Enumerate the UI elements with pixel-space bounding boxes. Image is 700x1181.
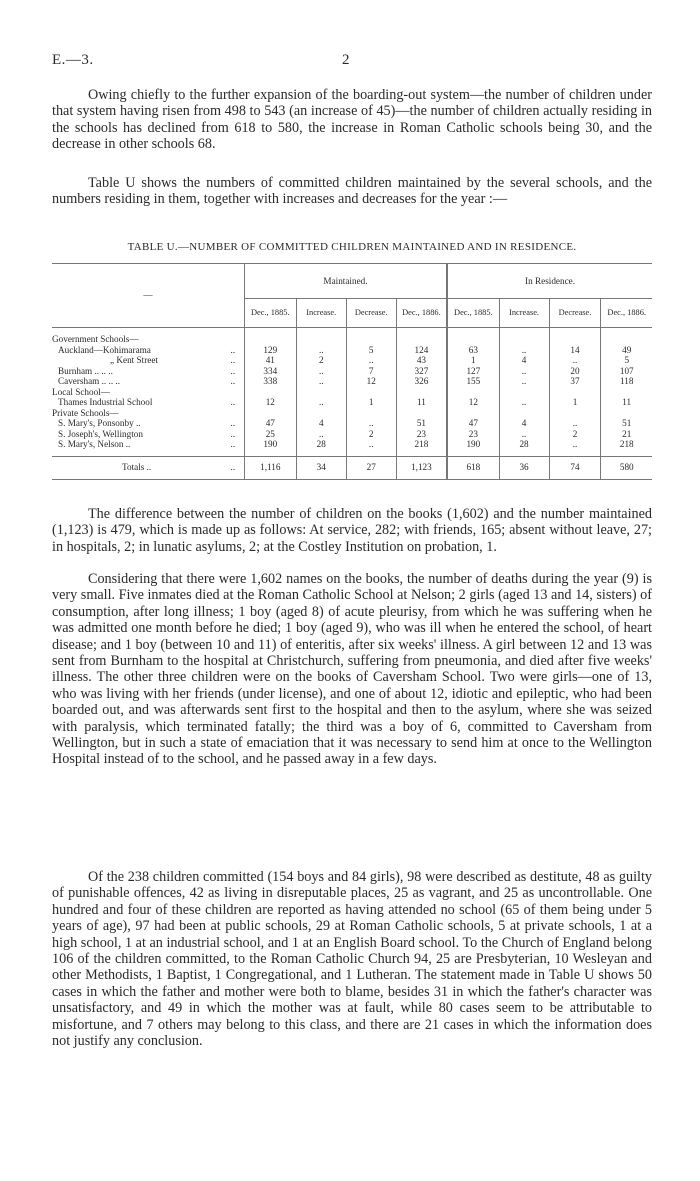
- table-cell: ..: [296, 376, 346, 387]
- total-cell: 34: [296, 456, 346, 479]
- table-row: [52, 397, 652, 408]
- table-cell: 2: [346, 429, 396, 440]
- table-row: [52, 439, 652, 450]
- totals-label: Totals ..: [52, 456, 222, 479]
- table-cell: 47: [447, 418, 499, 429]
- col-header: Dec., 1885.: [447, 299, 499, 328]
- table-row: [52, 355, 652, 366]
- row-label: „ Kent Street: [110, 355, 158, 365]
- table-cell: 326: [396, 376, 447, 387]
- table-cell: 5: [601, 355, 652, 366]
- paragraph-committed: Of the 238 children committed (154 boys and 84 girls), 98 were described as destitute, 48 as guilty of punishable offences, 42 as living in disreputable places, 25 as vagrant, and 25 as uncontrollable. One hundred and four of these children are reported as having attended no school (65 of them being under 5 years of age), 97 had been at public schools, 29 at Roman Catholic schools, 5 at private schools, 1 at a high school, 1 at an industrial school, and 1 at an English Board school. To the Church of England belong 106 of the children committed, to the Roman Catholic Church 94, 25 are Presbyterian, 10 Wesleyan and other Methodists, 1 Baptist, 1 Congregational, and 1 Lutheran. The statement made in Table U shows 50 cases in which the father and mother were both to blame, besides 31 in which the father's character was unsatisfactory, and 49 in which the mother was at fault, while 80 cases seem to be attributable to misfortune, and 7 others may belong to this class, and there are 21 cases in which the information does not justify any conclusion.: [52, 869, 652, 1050]
- total-cell: 27: [346, 456, 396, 479]
- row-label: S. Mary's, Nelson ..: [58, 439, 131, 449]
- table-cell: [296, 387, 346, 398]
- table-cell: 21: [601, 429, 652, 440]
- table-cell: 338: [244, 376, 296, 387]
- table-cell: 124: [396, 345, 447, 356]
- table-row: [52, 366, 652, 377]
- table-row: [52, 345, 652, 356]
- table-cell: [499, 408, 549, 419]
- row-label: Government Schools—: [52, 334, 139, 344]
- table-cell: 12: [244, 397, 296, 408]
- table-cell: [549, 387, 601, 398]
- table-cell: ..: [499, 429, 549, 440]
- totals-dots: ..: [222, 456, 244, 479]
- document-reference: E.—3.: [52, 52, 94, 68]
- table-row: [52, 408, 652, 419]
- table-cell: 43: [396, 355, 447, 366]
- table-title: TABLE U.—NUMBER OF COMMITTED CHILDREN MAINTAINED AND IN RESIDENCE.: [127, 241, 577, 253]
- statistics-table: [52, 263, 652, 480]
- row-dots: ..: [230, 418, 236, 428]
- paragraph-difference: The difference between the number of children on the books (1,602) and the number maintained (1,123) is 479, which is made up as follows: At service, 282; with friends, 165; absent without leave, 27; in hospitals, 2; in lunatic asylums, 2; at the Costley Institution on probation, 1.: [52, 506, 652, 555]
- table-cell: 28: [499, 439, 549, 450]
- stub-header: —: [52, 264, 244, 328]
- table-cell: [396, 334, 447, 345]
- table-cell: ..: [296, 345, 346, 356]
- table-cell: 7: [346, 366, 396, 377]
- table-cell: [499, 387, 549, 398]
- table-cell: 14: [549, 345, 601, 356]
- table-cell: [346, 387, 396, 398]
- table-cell: ..: [499, 366, 549, 377]
- table-cell: [447, 334, 499, 345]
- col-header: Dec., 1886.: [396, 299, 447, 328]
- table-cell: 218: [396, 439, 447, 450]
- total-cell: 1,116: [244, 456, 296, 479]
- table-cell: 12: [346, 376, 396, 387]
- row-dots: ..: [230, 355, 236, 365]
- table-cell: 51: [396, 418, 447, 429]
- table-cell: 327: [396, 366, 447, 377]
- paragraph-deaths: Considering that there were 1,602 names on the books, the number of deaths during the year (9) is very small. Five inmates died at the Roman Catholic School at Nelson; 2 girls (aged 13 and 14, sisters) of consumption, after long illness; 1 boy (aged 8) of acute pleurisy, from which he was suffering when he was admitted one month before he died; 1 boy (aged 9), who was ill when he entered the school, of heart disease; and 1 boy (between 10 and 11) of enteritis, after six weeks' illness. A girl between 12 and 13 was sent from Burnham to the hospital at Christchurch, suffering from pneumonia, and died after five weeks' illness. The other three children were on the books of Caversham School. Two were girls—one of 13, who was living with her friends (under license), and one of about 12, idiotic and epileptic, who had been boarded out, and was afterwards sent first to the hospital and then to the asylum, where she was seized with paralysis, which terminated fatally; the third was a boy of 6, committed to Caversham from Wellington, but in such a state of emaciation that it was necessary to send him at once to the Wellington Hospital instead of to the school, and he passed away in a few days.: [52, 571, 652, 768]
- row-dots: ..: [230, 428, 236, 439]
- table-cell: 23: [396, 429, 447, 440]
- col-header: Decrease.: [549, 299, 601, 328]
- table-cell: ..: [549, 439, 601, 450]
- row-dots: ..: [230, 365, 236, 376]
- table-row: [52, 387, 652, 398]
- col-header: Dec., 1885.: [244, 299, 296, 328]
- row-label: Local School—: [52, 386, 110, 397]
- table-cell: [244, 387, 296, 398]
- table-cell: 23: [447, 429, 499, 440]
- row-dots: [222, 334, 244, 345]
- table-cell: [447, 387, 499, 398]
- table-cell: [346, 334, 396, 345]
- table-cell: ..: [296, 397, 346, 408]
- table-cell: ..: [549, 355, 601, 366]
- total-cell: 74: [549, 456, 601, 479]
- table-cell: ..: [499, 376, 549, 387]
- table-cell: 334: [244, 366, 296, 377]
- row-label: S. Mary's, Ponsonby ..: [58, 418, 141, 428]
- row-label: Thames Industrial School: [58, 397, 153, 407]
- row-label: S. Joseph's, Wellington: [58, 428, 143, 439]
- table-cell: ..: [296, 366, 346, 377]
- table-cell: 25: [244, 429, 296, 440]
- table-row: [52, 376, 652, 387]
- table-cell: 155: [447, 376, 499, 387]
- maintained-header: Maintained.: [244, 264, 447, 299]
- table-u: [52, 263, 652, 480]
- row-label: Burnham .. .. ..: [58, 365, 113, 376]
- table-cell: 4: [499, 418, 549, 429]
- row-label: Auckland—Kohimarama: [58, 344, 151, 355]
- col-header: Dec., 1886.: [601, 299, 652, 328]
- table-cell: ..: [346, 439, 396, 450]
- row-dots: [222, 408, 244, 419]
- table-cell: 20: [549, 366, 601, 377]
- residence-header: In Residence.: [447, 264, 652, 299]
- table-cell: 118: [601, 376, 652, 387]
- table-cell: 218: [601, 439, 652, 450]
- total-cell: 580: [601, 456, 652, 479]
- table-cell: 11: [601, 397, 652, 408]
- table-cell: [601, 387, 652, 398]
- table-cell: 5: [346, 345, 396, 356]
- table-cell: 37: [549, 376, 601, 387]
- table-cell: 107: [601, 366, 652, 377]
- col-header: Increase.: [296, 299, 346, 328]
- table-cell: [346, 408, 396, 419]
- table-cell: 47: [244, 418, 296, 429]
- table-cell: 127: [447, 366, 499, 377]
- table-cell: 49: [601, 345, 652, 356]
- table-cell: 4: [499, 355, 549, 366]
- table-cell: ..: [296, 429, 346, 440]
- table-cell: [296, 408, 346, 419]
- page-number: 2: [342, 52, 350, 68]
- table-cell: [244, 408, 296, 419]
- table-cell: 190: [447, 439, 499, 450]
- table-cell: 63: [447, 345, 499, 356]
- row-dots: ..: [230, 344, 236, 355]
- table-cell: [549, 334, 601, 345]
- table-cell: 11: [396, 397, 447, 408]
- table-cell: 1: [346, 397, 396, 408]
- table-cell: 2: [296, 355, 346, 366]
- table-cell: 51: [601, 418, 652, 429]
- table-cell: [396, 387, 447, 398]
- table-row: [52, 334, 652, 345]
- table-cell: 41: [244, 355, 296, 366]
- row-dots: [222, 387, 244, 398]
- table-cell: [296, 334, 346, 345]
- total-cell: 1,123: [396, 456, 447, 479]
- table-cell: 1: [549, 397, 601, 408]
- table-cell: [244, 334, 296, 345]
- row-label: Private Schools—: [52, 407, 119, 418]
- paragraph-table-intro: Table U shows the numbers of committed children maintained by the several schools, and the numbers residing in them, together with increases and decreases for the year :—: [52, 175, 652, 208]
- row-dots: ..: [230, 439, 236, 449]
- table-cell: ..: [346, 355, 396, 366]
- col-header: Decrease.: [346, 299, 396, 328]
- total-cell: 36: [499, 456, 549, 479]
- row-label: Caversham .. .. ..: [58, 376, 121, 386]
- table-row: [52, 429, 652, 440]
- total-cell: 618: [447, 456, 499, 479]
- table-cell: 28: [296, 439, 346, 450]
- table-cell: [601, 408, 652, 419]
- table-cell: ..: [346, 418, 396, 429]
- table-cell: ..: [549, 418, 601, 429]
- table-cell: [499, 334, 549, 345]
- table-cell: 12: [447, 397, 499, 408]
- table-cell: ..: [499, 397, 549, 408]
- table-cell: 190: [244, 439, 296, 450]
- table-cell: ..: [499, 345, 549, 356]
- table-cell: [396, 408, 447, 419]
- table-cell: [447, 408, 499, 419]
- table-cell: [601, 334, 652, 345]
- table-cell: 129: [244, 345, 296, 356]
- col-header: Increase.: [499, 299, 549, 328]
- row-dots: ..: [230, 397, 236, 407]
- table-row: [52, 418, 652, 429]
- row-dots: ..: [230, 376, 236, 386]
- paragraph-boarding-out: Owing chiefly to the further expansion of the boarding-out system—the number of children under that system having risen from 498 to 543 (an increase of 45)—the number of children actually residing in the schools has declined from 618 to 580, the increase in Roman Catholic schools being 30, and the decrease in other schools 68.: [52, 87, 652, 153]
- table-cell: 2: [549, 429, 601, 440]
- totals-row: [52, 456, 652, 479]
- table-cell: [549, 408, 601, 419]
- table-cell: 4: [296, 418, 346, 429]
- table-cell: 1: [447, 355, 499, 366]
